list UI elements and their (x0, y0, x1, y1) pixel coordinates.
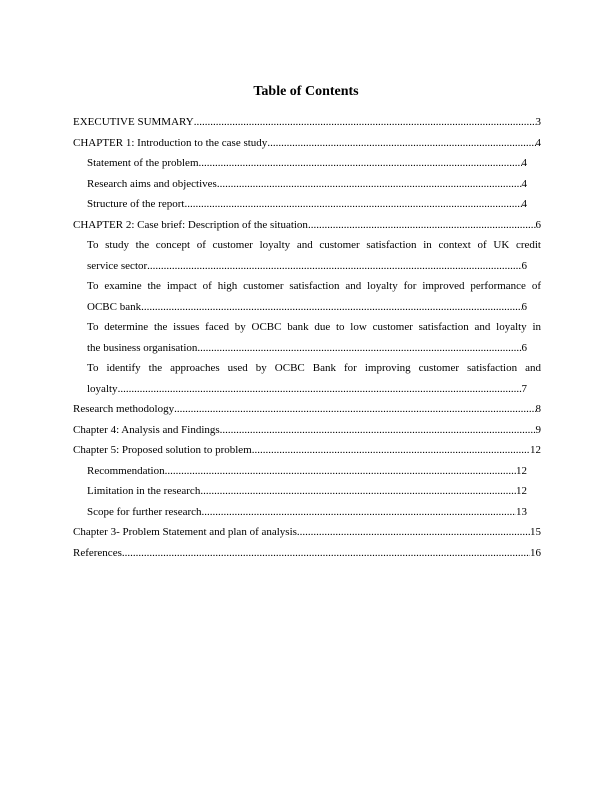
toc-entry-text: Chapter 4: Analysis and Findings (73, 423, 220, 436)
toc-entry-research-methodology[interactable] (73, 399, 541, 420)
toc-entry-recommendation[interactable] (73, 461, 541, 482)
toc-entry-chapter-4[interactable] (73, 420, 541, 441)
toc-entry-page: 16 (530, 546, 541, 559)
toc-entry-chapter-3[interactable] (73, 522, 541, 543)
table-of-contents (73, 112, 541, 563)
page-title: Table of Contents (253, 84, 359, 99)
toc-entry-structure-of-report[interactable] (73, 194, 541, 215)
toc-entry-page: 6 (521, 341, 527, 354)
toc-entry-page: 4 (521, 198, 527, 210)
toc-entry-text-line2: service sector (87, 259, 148, 272)
toc-entry-text: Research aims and objectives (87, 177, 217, 190)
toc-entry-page: 8 (535, 403, 541, 415)
toc-entry-text: CHAPTER 1: Introduction to the case study (73, 136, 268, 149)
toc-entry-text: Limitation in the research (87, 485, 201, 497)
toc-entry-text: Chapter 5: Proposed solution to problem (73, 444, 252, 456)
toc-entry-limitation[interactable] (73, 481, 541, 502)
toc-entry-page: 3 (535, 116, 541, 128)
toc-entry-page: 12 (516, 485, 527, 497)
toc-entry-text: EXECUTIVE SUMMARY (73, 116, 194, 128)
toc-entry-text: Statement of the problem (87, 157, 199, 169)
toc-entry-page: 6 (521, 259, 527, 272)
toc-entry-study-concept[interactable] (73, 235, 541, 276)
toc-entry-text-line2: the business organisation (87, 341, 198, 354)
toc-entry-text: Scope for further research (87, 505, 202, 518)
toc-entry-page: 6 (535, 218, 541, 231)
toc-entry-scope[interactable] (73, 502, 541, 523)
toc-entry-page: 12 (516, 464, 527, 477)
toc-entry-statement-of-problem[interactable] (73, 153, 541, 174)
toc-entry-page: 15 (530, 526, 541, 538)
toc-entry-page: 7 (521, 382, 527, 395)
toc-entry-text: CHAPTER 2: Case brief: Description of the situation (73, 218, 308, 231)
toc-entry-executive-summary[interactable] (73, 112, 541, 133)
toc-entry-chapter-5[interactable] (73, 440, 541, 461)
toc-entry-page: 6 (521, 300, 527, 313)
toc-entry-text-line1: To determine the issues faced by OCBC bank due to low customer satisfaction and loyalty in (87, 321, 541, 333)
toc-entry-text: References (73, 546, 122, 559)
toc-entry-examine-impact[interactable] (73, 276, 541, 317)
toc-entry-text-line1: To identify the approaches used by OCBC Bank for improving customer satisfaction and (87, 362, 541, 374)
toc-entry-text: Research methodology (73, 403, 175, 415)
toc-entry-page: 9 (535, 423, 541, 436)
toc-entry-page: 13 (516, 505, 527, 518)
toc-entry-text-line2: loyalty (87, 382, 118, 395)
toc-entry-chapter-1[interactable] (73, 133, 541, 154)
toc-entry-text-line2: OCBC bank (87, 300, 142, 313)
toc-entry-page: 4 (521, 177, 527, 190)
toc-entry-determine-issues[interactable] (73, 317, 541, 358)
toc-entry-identify-approaches[interactable] (73, 358, 541, 399)
toc-entry-text: Structure of the report (87, 198, 185, 210)
toc-entry-page: 4 (521, 157, 527, 169)
toc-entry-chapter-2[interactable] (73, 215, 541, 236)
toc-entry-text-line1: To examine the impact of high customer satisfaction and loyalty for improved performance of (87, 280, 541, 292)
toc-entry-page: 4 (535, 136, 541, 149)
toc-entry-research-aims[interactable] (73, 174, 541, 195)
toc-entry-references[interactable] (73, 543, 541, 564)
toc-entry-text: Recommendation (87, 464, 165, 477)
toc-entry-text: Chapter 3- Problem Statement and plan of analysis (73, 526, 297, 538)
toc-entry-page: 12 (530, 444, 541, 456)
toc-entry-text-line1: To study the concept of customer loyalty and customer satisfaction in context of UK credit (87, 239, 541, 251)
